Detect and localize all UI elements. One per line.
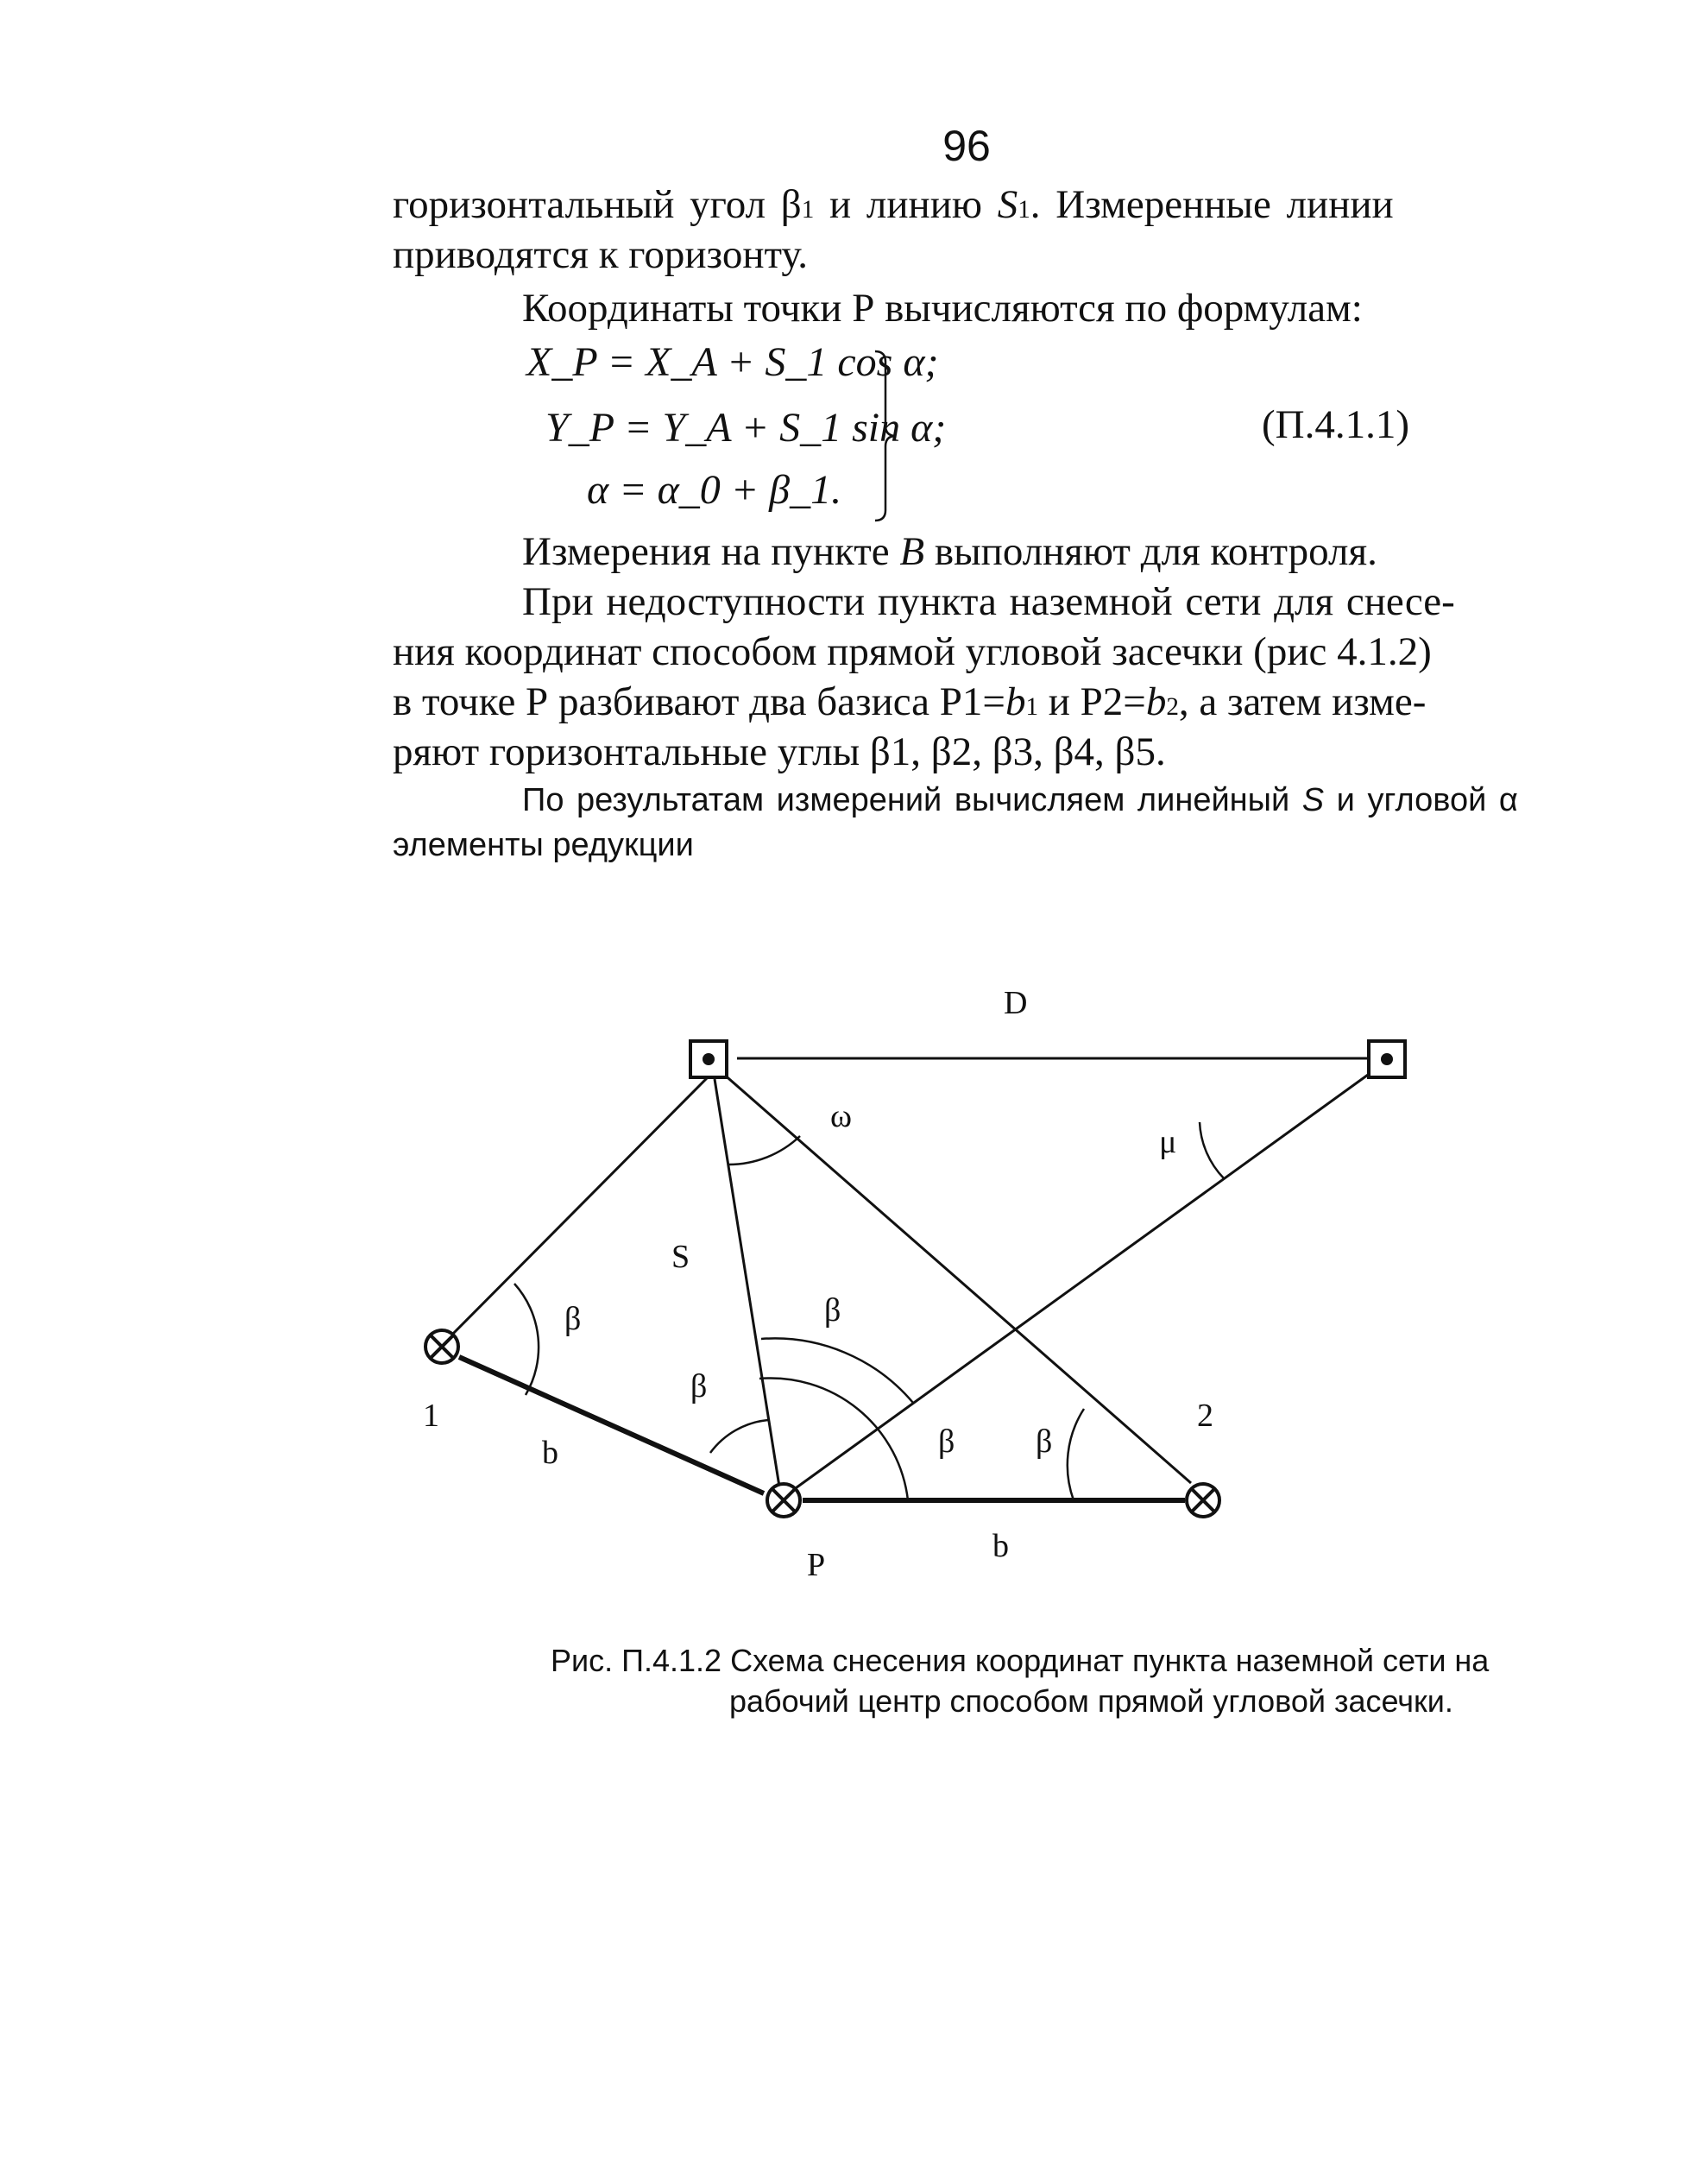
subscript: 2 xyxy=(1166,693,1179,721)
formula-1: X_P = X_A + S_1 cos α; xyxy=(526,339,939,385)
text-fragment: и Р2= xyxy=(1038,679,1146,724)
italic-symbol: b xyxy=(1145,679,1167,724)
italic-symbol: S xyxy=(997,182,1018,227)
text-line-8: ряют горизонтальные углы β1, β2, β3, β4, β5. xyxy=(393,729,1166,774)
line-B-P xyxy=(793,1070,1374,1490)
arc-beta-P3 xyxy=(761,1338,913,1403)
point-2-marker xyxy=(1187,1484,1219,1517)
label-P: P xyxy=(807,1547,826,1583)
text-fragment: По результатам измерений вычисляем линейный xyxy=(522,782,1302,818)
text-line-10: элементы редукции xyxy=(393,827,694,863)
label-beta-4: β xyxy=(938,1423,955,1460)
text-fragment: и линию xyxy=(814,182,998,227)
text-line-5: При недоступности пункта наземной сети для снесе- xyxy=(522,579,1455,624)
base-b1 xyxy=(459,1357,764,1493)
label-beta-1: β xyxy=(564,1301,582,1337)
label-mu: μ xyxy=(1159,1124,1177,1160)
equation-number: (П.4.1.1) xyxy=(1262,402,1409,447)
arc-beta-2 xyxy=(1068,1409,1084,1500)
text-fragment: Измерения на пункте xyxy=(522,529,900,574)
text-line-2: приводятся к горизонту. xyxy=(393,232,808,277)
label-b2: b xyxy=(992,1528,1009,1564)
subscript: 1 xyxy=(1025,693,1038,721)
label-beta-3: β xyxy=(824,1292,841,1329)
formula-3: α = α_0 + β_1. xyxy=(587,467,842,513)
arc-beta-P2 xyxy=(759,1378,908,1500)
subscript: 1 xyxy=(801,196,815,224)
arc-beta-P1 xyxy=(710,1420,768,1453)
text-line-6: ния координат способом прямой угловой засечки (рис 4.1.2) xyxy=(393,629,1432,674)
text-fragment: . Измеренные линии xyxy=(1030,182,1394,227)
italic-symbol: S xyxy=(1301,782,1325,818)
label-D: D xyxy=(1004,985,1028,1021)
italic-symbol: b xyxy=(1005,679,1026,724)
label-point-2: 2 xyxy=(1197,1398,1213,1434)
line-A-2 xyxy=(722,1073,1191,1483)
text-fragment: в точке Р разбивают два базиса Р1= xyxy=(393,679,1005,724)
label-point-1: 1 xyxy=(423,1398,439,1434)
angle-arcs xyxy=(514,1122,1224,1500)
text-line-3: Координаты точки Р вычисляются по формулам: xyxy=(522,286,1363,331)
text-fragment: выполняют для контроля. xyxy=(924,529,1377,574)
arc-mu xyxy=(1200,1122,1224,1178)
arc-beta-1 xyxy=(514,1284,539,1395)
network-point-A xyxy=(690,1041,727,1077)
label-S: S xyxy=(671,1239,690,1275)
label-beta-P: β xyxy=(690,1368,708,1404)
arc-omega xyxy=(728,1136,800,1165)
page-number: 96 xyxy=(942,122,991,170)
point-1-marker xyxy=(425,1330,458,1363)
label-b1: b xyxy=(542,1435,558,1471)
subscript: 1 xyxy=(1018,196,1030,224)
text-fragment: горизонтальный угол β xyxy=(393,182,802,227)
figure-caption-line-2: рабочий центр способом прямой угловой засечки. xyxy=(729,1683,1453,1719)
figure-caption-line-1: Рис. П.4.1.2 Схема снесения координат пункта наземной сети на xyxy=(551,1643,1490,1678)
italic-symbol: B xyxy=(899,529,925,574)
text-fragment: , а затем изме- xyxy=(1178,679,1427,724)
point-P-marker xyxy=(767,1484,800,1517)
formula-2: Y_P = Y_A + S_1 sin α; xyxy=(545,405,947,451)
label-omega: ω xyxy=(830,1098,853,1134)
network-point-B xyxy=(1369,1041,1405,1077)
text-fragment: и угловой α xyxy=(1324,782,1518,818)
label-beta-5: β xyxy=(1036,1423,1053,1460)
figure-lines xyxy=(442,1058,1374,1500)
